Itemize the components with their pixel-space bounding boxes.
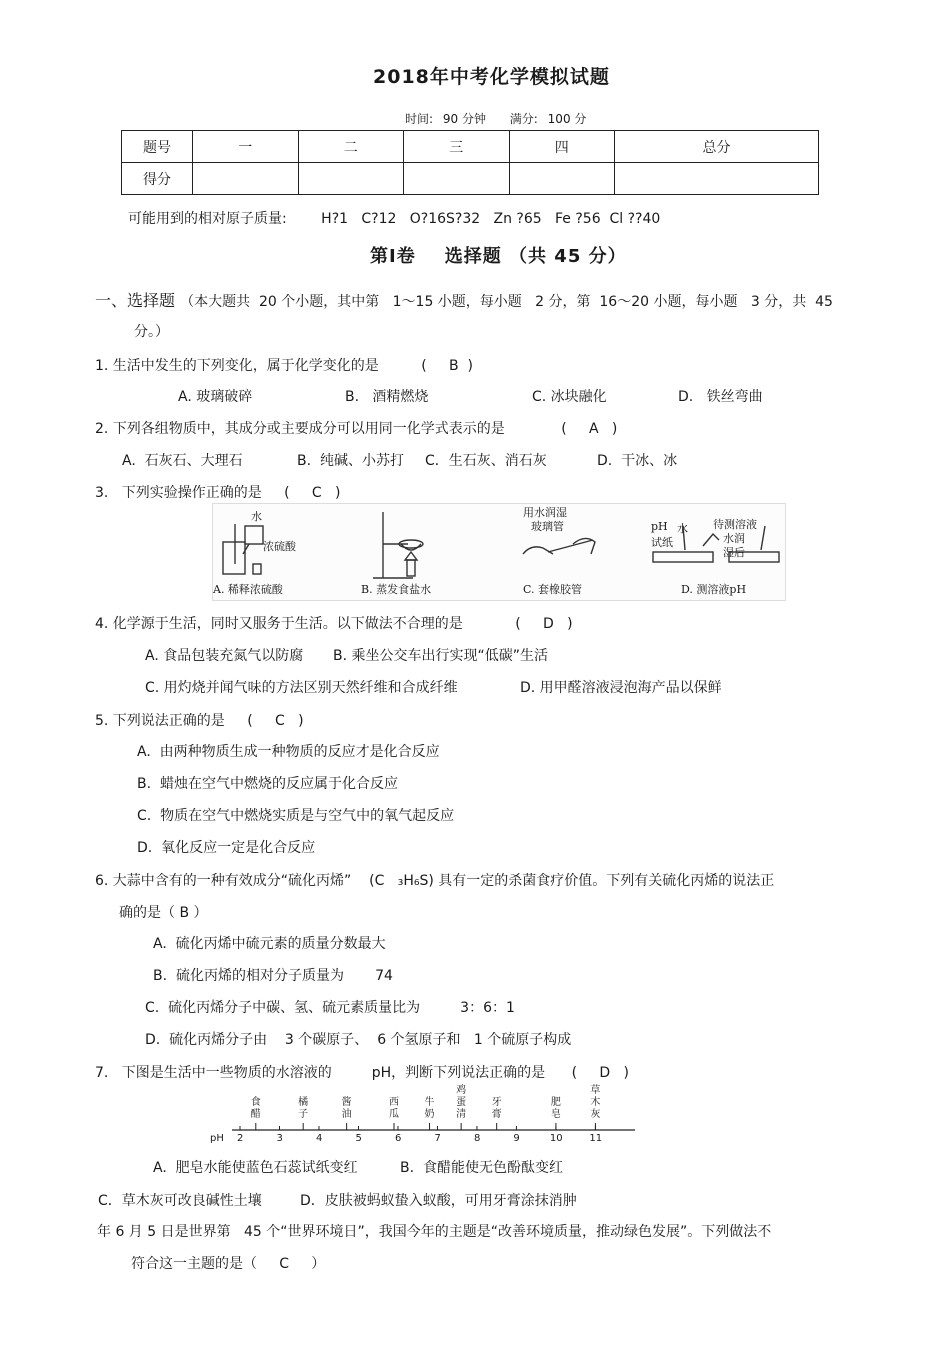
score-table-header-row — [122, 131, 819, 163]
ph-item-label: 酱 油 — [341, 1097, 352, 1120]
option: B. 酒精燃烧 — [345, 389, 429, 405]
caption-a: A. 稀释浓硫酸 — [213, 583, 283, 596]
part-title: 第Ⅰ卷 选择题 （共 45 分） — [370, 246, 627, 267]
ph-tick-label: 3 — [276, 1133, 283, 1144]
option: B. 纯碱、小苏打 — [297, 453, 404, 469]
label-d-solution: 待测溶液 — [713, 518, 757, 531]
option: A. 食品包装充氮气以防腐 — [145, 648, 304, 664]
ph-tick-label: 11 — [589, 1133, 603, 1144]
option: D. 干冰、冰 — [597, 453, 678, 469]
score-cell: 二 — [298, 131, 404, 163]
answer: ( A ) — [561, 421, 618, 437]
ph-tick-label: 7 — [434, 1133, 441, 1144]
ph-tick-label: 9 — [513, 1133, 520, 1144]
label-water-a: 水 — [251, 510, 262, 523]
ph-item-label: 肥 皂 — [550, 1097, 561, 1120]
ph-item-label: 牙 膏 — [491, 1097, 502, 1120]
ph-item-label: 草 木 灰 — [590, 1085, 601, 1120]
ph-tick-label: 5 — [355, 1133, 362, 1144]
question-stem: 3. 下列实验操作正确的是 — [95, 485, 262, 501]
option: C. 物质在空气中燃烧实质是与空气中的氧气起反应 — [137, 808, 455, 824]
option: D. 硫化丙烯分子由 3 个碳原子、 6 个氢原子和 1 个硫原子构成 — [145, 1032, 572, 1048]
question-6-stem-cont: 确的是（ B ） — [119, 905, 208, 921]
ph-tick-label: 10 — [549, 1133, 563, 1144]
score-cell: 总分 — [615, 131, 819, 163]
label-acid-a: 浓硫酸 — [263, 540, 296, 553]
answer: ( D ) — [571, 1065, 629, 1081]
question-1 — [95, 355, 473, 375]
exam-info — [405, 110, 586, 127]
label-d-ph: pH — [651, 520, 668, 533]
ph-item-label: 橘 子 — [298, 1097, 309, 1120]
score-table — [121, 130, 819, 195]
option: C．草木灰可改良碱性土壤 — [98, 1193, 262, 1209]
question-8-stem: 年 6 月 5 日是世界第 45 个“世界环境日”，我国今年的主题是“改善环境质量，推动绿色发展”。下列做法不 — [97, 1224, 772, 1240]
option: D. 用甲醛溶液浸泡海产品以保鲜 — [520, 680, 722, 696]
score-table-score-row — [122, 163, 819, 195]
ph-scale-label: pH — [210, 1133, 224, 1144]
option: C. 冰块融化 — [532, 389, 607, 405]
answer: ( C ) — [284, 485, 341, 501]
score-input-cell[interactable] — [193, 163, 299, 195]
score-input-cell[interactable] — [404, 163, 510, 195]
question-5 — [95, 710, 304, 730]
atomic-mass-values: H?1 C?12 O?16S?32 Zn ?65 Fe ?56 Cl ??40 — [321, 211, 661, 227]
page-title: 2018年中考化学模拟试题 — [373, 66, 610, 88]
time-label: 时间: — [405, 112, 434, 126]
ph-tick-label: 2 — [237, 1133, 244, 1144]
atomic-mass-line — [128, 208, 660, 228]
section1-heading-line — [95, 288, 833, 311]
full-score-value: 100 分 — [547, 112, 587, 126]
answer: ( C ) — [247, 713, 304, 729]
label-d-water: 水 — [677, 522, 688, 535]
answer: ( D ) — [515, 616, 573, 632]
section1-desc: （本大题共 20 个小题，其中第 1～15 小题，每小题 2 分，第 16～20 小题，每小题 3 分，共 45 — [180, 294, 833, 310]
question-4 — [95, 613, 573, 633]
score-row-label: 得分 — [122, 163, 193, 195]
question-stem: 1. 生活中发生的下列变化，属于化学变化的是 — [95, 358, 379, 374]
ph-tick-label: 6 — [394, 1133, 402, 1144]
option: C．生石灰、消石灰 — [425, 453, 547, 469]
option: B. 食醋能使无色酚酞变红 — [400, 1160, 563, 1176]
full-score-label: 满分: — [509, 112, 538, 126]
option: A. 玻璃破碎 — [178, 389, 253, 405]
ph-tick-label: 8 — [473, 1133, 481, 1144]
score-input-cell[interactable] — [509, 163, 615, 195]
caption-d: D. 测溶液pH — [681, 583, 747, 596]
caption-b: B. 蒸发食盐水 — [361, 583, 432, 596]
atomic-mass-label: 可能用到的相对原子质量: — [128, 211, 287, 227]
score-cell: 四 — [509, 131, 615, 163]
time-value: 90 分钟 — [442, 112, 486, 126]
question-stem: 4. 化学源于生活，同时又服务于生活。以下做法不合理的是 — [95, 616, 463, 632]
option: D. 铁丝弯曲 — [678, 389, 763, 405]
question-2 — [95, 418, 617, 438]
ph-tick-label: 4 — [315, 1133, 323, 1144]
option: A. 硫化丙烯中硫元素的质量分数最大 — [153, 936, 386, 952]
option: D. 氧化反应一定是化合反应 — [137, 840, 316, 856]
label-d-paper: 试纸 — [651, 536, 673, 549]
score-cell: 题号 — [122, 131, 193, 163]
section1-heading: 一、选择题 — [95, 291, 176, 310]
question-6-stem: 6. 大蒜中含有的一种有效成分“硫化丙烯” (C ₃H₆S) 具有一定的杀菌食疗价值。下列有关硫化丙烯的说法正 — [95, 873, 775, 889]
score-input-cell[interactable] — [298, 163, 404, 195]
option: B. 乘坐公交车出行实现“低碳”生活 — [333, 648, 549, 664]
caption-c: C. 套橡胶管 — [523, 583, 583, 596]
question-stem: 7. 下图是生活中一些物质的水溶液的 pH，判断下列说法正确的是 — [95, 1065, 546, 1081]
section1-desc-cont: 分。） — [134, 324, 169, 340]
lab-operations-figure — [212, 503, 786, 601]
question-3 — [95, 482, 340, 502]
ph-item-label: 西 瓜 — [389, 1097, 399, 1120]
score-cell: 三 — [404, 131, 510, 163]
question-stem: 5. 下列说法正确的是 — [95, 713, 225, 729]
option: A. 由两种物质生成一种物质的反应才是化合反应 — [137, 744, 440, 760]
question-8-stem-cont: 符合这一主题的是（ C ） — [131, 1256, 326, 1272]
ph-item-label: 牛 奶 — [424, 1097, 435, 1120]
label-d-wet: 水润 — [723, 532, 745, 545]
score-cell: 一 — [193, 131, 299, 163]
question-stem: 2. 下列各组物质中，其成分或主要成分可以用同一化学式表示的是 — [95, 421, 505, 437]
option: C. 用灼烧并闻气味的方法区别天然纤维和合成纤维 — [145, 680, 458, 696]
option: B. 蜡烛在空气中燃烧的反应属于化合反应 — [137, 776, 398, 792]
ph-item-label: 食 醋 — [250, 1097, 261, 1120]
label-c-top1: 用水润湿 — [523, 506, 567, 519]
option: A. 肥皂水能使蓝色石蕊试纸变红 — [153, 1160, 358, 1176]
label-d-after: 湿后 — [723, 546, 745, 559]
option: D．皮肤被蚂蚁蛰入蚁酸，可用牙膏涂抹消肿 — [300, 1193, 577, 1209]
ph-item-label: 鸡 蛋 清 — [456, 1085, 467, 1120]
lab-apparatus-drawing — [213, 504, 785, 584]
ph-scale — [210, 1085, 640, 1150]
option: A. 石灰石、大理石 — [122, 453, 243, 469]
label-c-top2: 玻璃管 — [531, 520, 564, 533]
option: C. 硫化丙烯分子中碳、氢、硫元素质量比为 3：6：1 — [145, 1000, 515, 1016]
question-7 — [95, 1062, 629, 1082]
score-input-cell[interactable] — [615, 163, 819, 195]
answer: ( B ) — [421, 358, 473, 374]
option: B. 硫化丙烯的相对分子质量为 74 — [153, 968, 393, 984]
